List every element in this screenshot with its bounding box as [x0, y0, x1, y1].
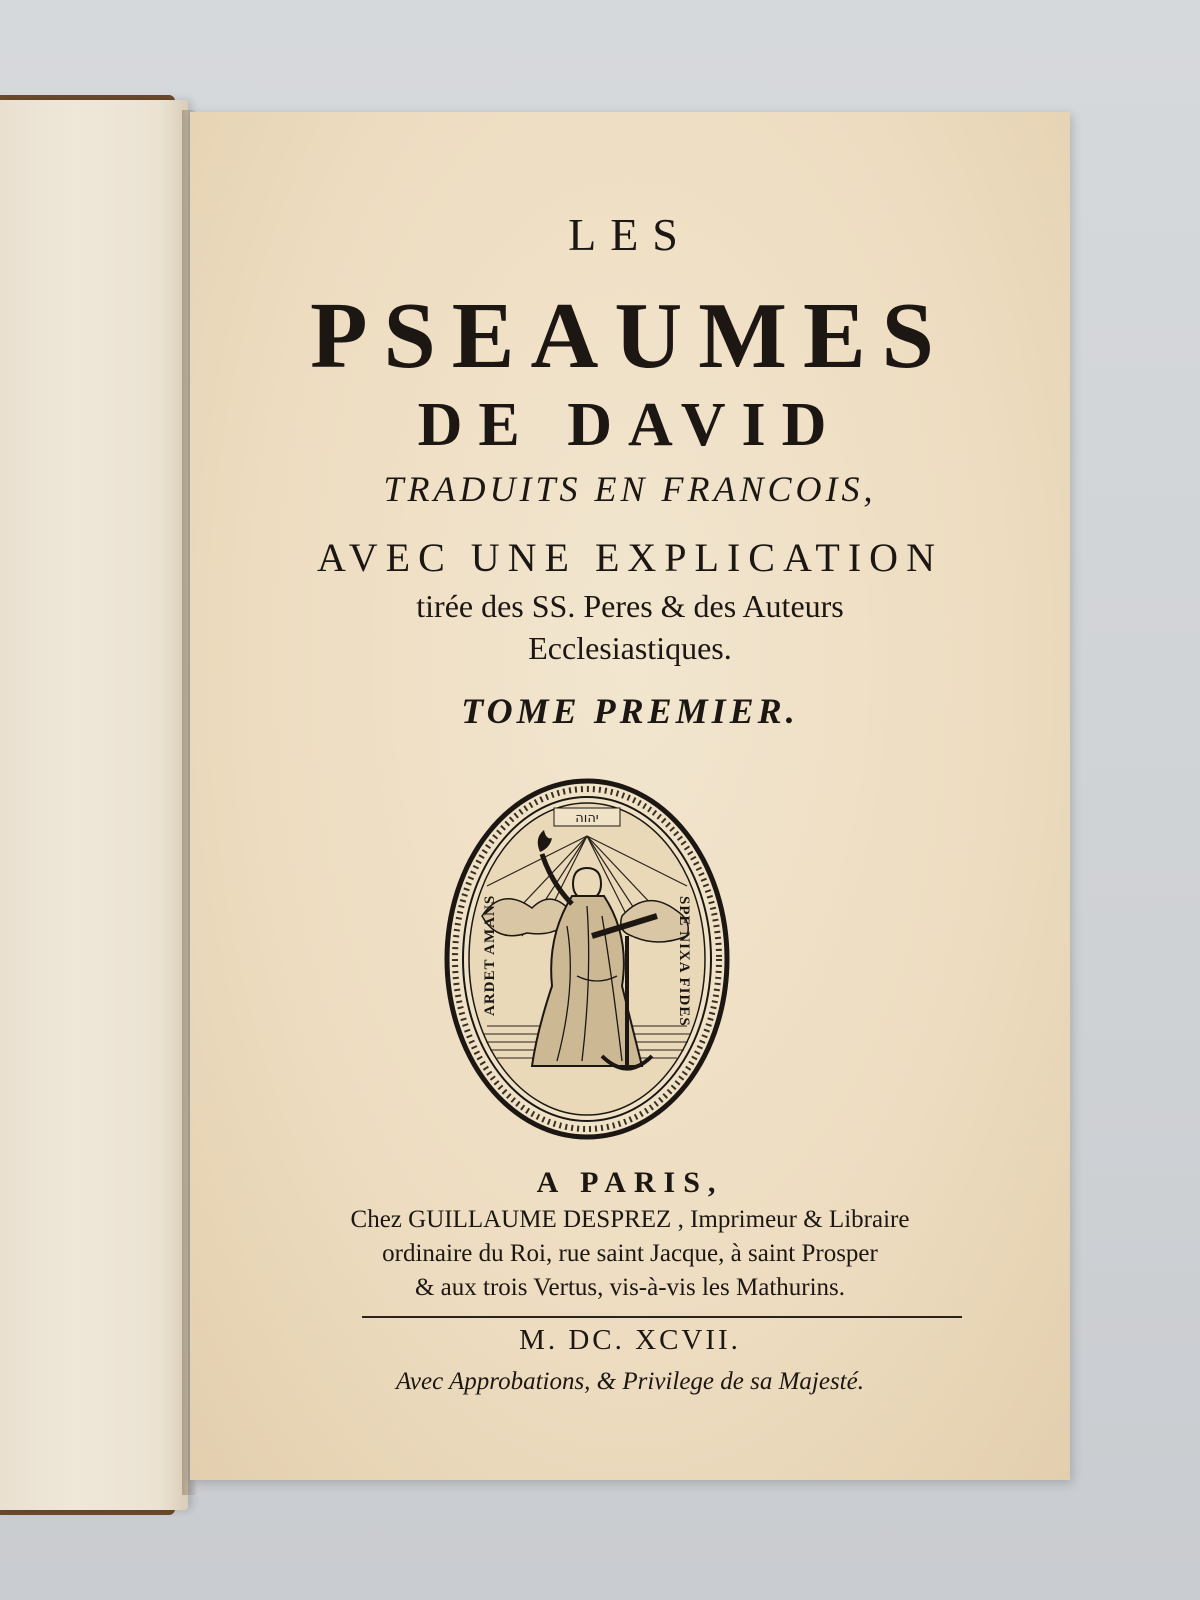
emblem-engraving: [442, 776, 732, 1142]
imprint-rule: [362, 1316, 962, 1318]
subtitle-traduits: TRADUITS EN FRANCOIS,: [383, 469, 877, 509]
title-page: [190, 112, 1070, 1480]
subtitle-tiree: tirée des SS. Peres & des Auteurs: [416, 588, 844, 624]
imprint-sign: & aux trois Vertus, vis-à-vis les Mathurins.: [414, 1274, 846, 1301]
emblem-motto-left: ARDET AMANS: [482, 894, 498, 1016]
imprint-address: ordinaire du Roi, rue saint Jacque, à saint Prosper: [382, 1240, 878, 1267]
subtitle-avec-explication: AVEC UNE EXPLICATION: [317, 535, 943, 580]
title-les: LES: [568, 209, 692, 260]
imprint-city: A PARIS,: [536, 1166, 724, 1199]
emblem-hebrew-label: יהוה: [575, 811, 599, 826]
printers-emblem-medallion: [442, 776, 732, 1142]
imprint-printer: Chez GUILLAUME DESPREZ , Imprimeur & Libraire: [350, 1206, 910, 1233]
subtitle-ecclesiastiques: Ecclesiastiques.: [528, 630, 732, 666]
volume-label: TOME PREMIER.: [461, 691, 799, 731]
title-de-david: DE DAVID: [417, 391, 843, 459]
imprint-date: M. DC. XCVII.: [519, 1324, 741, 1356]
imprint-privilege: Avec Approbations, & Privilege de sa Majesté.: [396, 1368, 864, 1395]
left-endpaper: [0, 100, 188, 1510]
title-pseaumes: PSEAUMES: [310, 284, 950, 388]
emblem-motto-right: SPE NIXA FIDES: [676, 896, 692, 1027]
